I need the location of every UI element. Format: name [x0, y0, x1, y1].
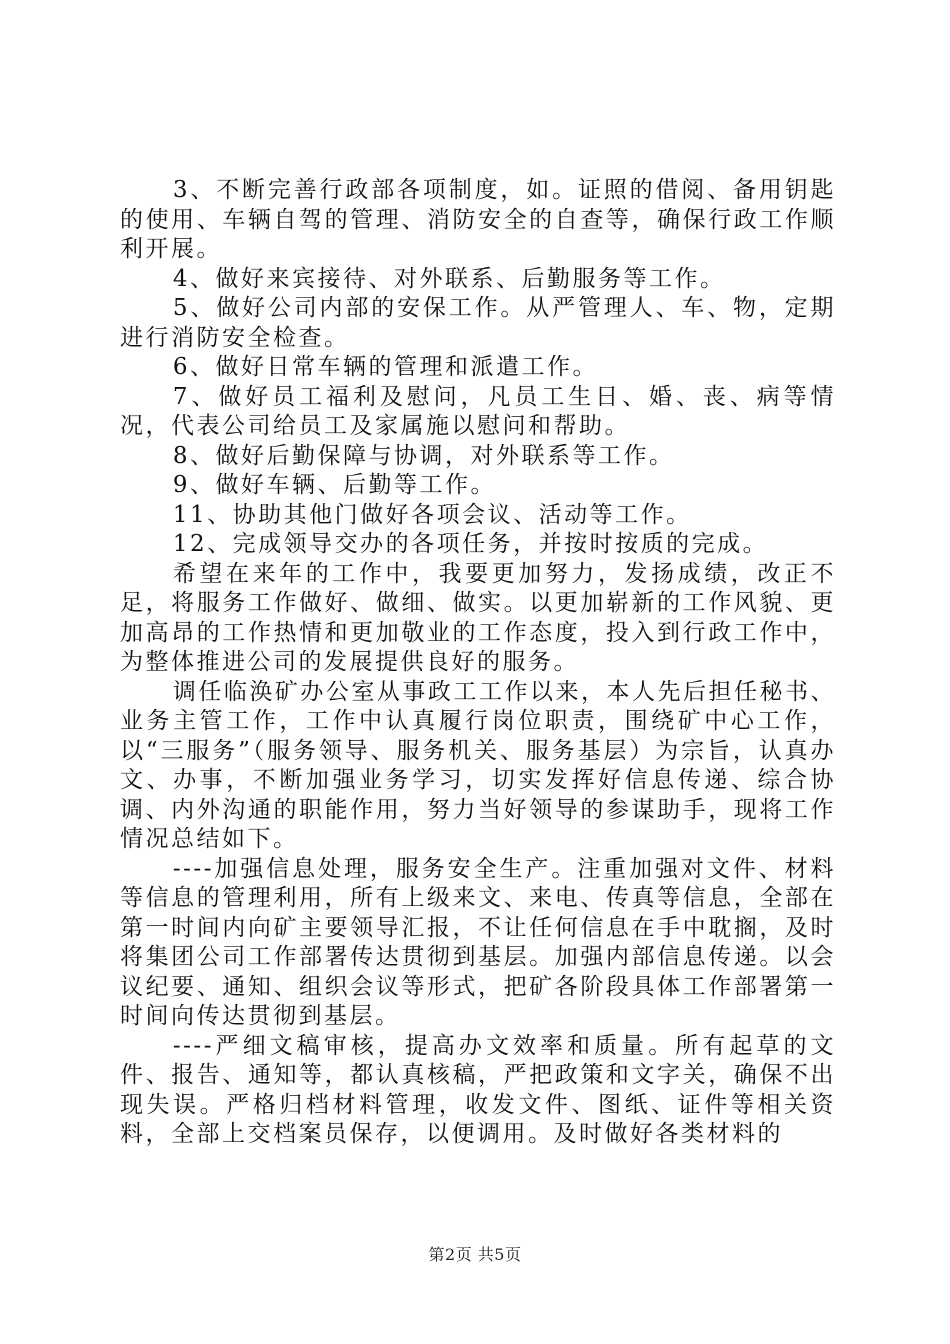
page-number-footer: 第2页 共5页 — [428, 1245, 522, 1264]
paragraph-summary-intro: 调任临涣矿办公室从事政工工作以来，本人先后担任秘书、业务主管工作，工作中认真履行岗位职责，围绕矿中心工作，以“三服务”（服务领导、服务机关、服务基层）为宗旨，认真办文、办事，不断加强业务学习，切实发挥好信息传递、综合协调、内外沟通的职能作用，努力当好领导的参谋助手，现将工作情况总结如下。 — [120, 678, 836, 852]
paragraph-outlook: 希望在来年的工作中，我要更加努力，发扬成绩，改正不足，将服务工作做好、做细、做实。以更加崭新的工作风貌、更加高昂的工作热情和更加敬业的工作态度，投入到行政工作中，为整体推进公司的发展提供良好的服务。 — [120, 560, 836, 675]
document-body — [120, 176, 836, 1150]
paragraph-item-6: 6、做好日常车辆的管理和派遣工作。 — [172, 354, 599, 380]
paragraph-document-review: ----严细文稿审核，提高办文效率和质量。所有起草的文件、报告、通知等，都认真核稿，严把政策和文字关，确保不出现失误。严格归档材料管理，收发文件、图纸、证件等相关资料，全部上交档案员保存，以便调用。及时做好各类材料的 — [120, 1032, 836, 1147]
paragraph-item-8: 8、做好后勤保障与协调，对外联系等工作。 — [172, 442, 675, 469]
paragraph-item-4: 4、做好来宾接待、对外联系、后勤服务等工作。 — [172, 265, 726, 292]
paragraph-item-5: 5、做好公司内部的安保工作。从严管理人、车、物，定期进行消防安全检查。 — [120, 295, 836, 351]
paragraph-item-7: 7、做好员工福利及慰问，凡员工生日、婚、丧、病等情况，代表公司给员工及家属施以慰问和帮助。 — [120, 383, 836, 439]
paragraph-item-3: 3、不断完善行政部各项制度，如。证照的借阅、备用钥匙的使用、车辆自驾的管理、消防安全的自查等，确保行政工作顺利开展。 — [120, 177, 836, 262]
paragraph-item-11: 11、协助其他门做好各项会议、活动等工作。 — [172, 501, 692, 528]
paragraph-item-9: 9、做好车辆、后勤等工作。 — [172, 472, 497, 498]
paragraph-info-processing: ----加强信息处理，服务安全生产。注重加强对文件、材料等信息的管理利用，所有上级来文、来电、传真等信息，全部在第一时间内向矿主要领导汇报，不让任何信息在手中耽搁，及时将集团公司工作部署传达贯彻到基层。加强内部信息传递。以会议纪要、通知、组织会议等形式，把矿各阶段具体工作部署第一时间向传达贯彻到基层。 — [120, 855, 836, 1029]
paragraph-item-12: 12、完成领导交办的各项任务，并按时按质的完成。 — [172, 531, 769, 557]
